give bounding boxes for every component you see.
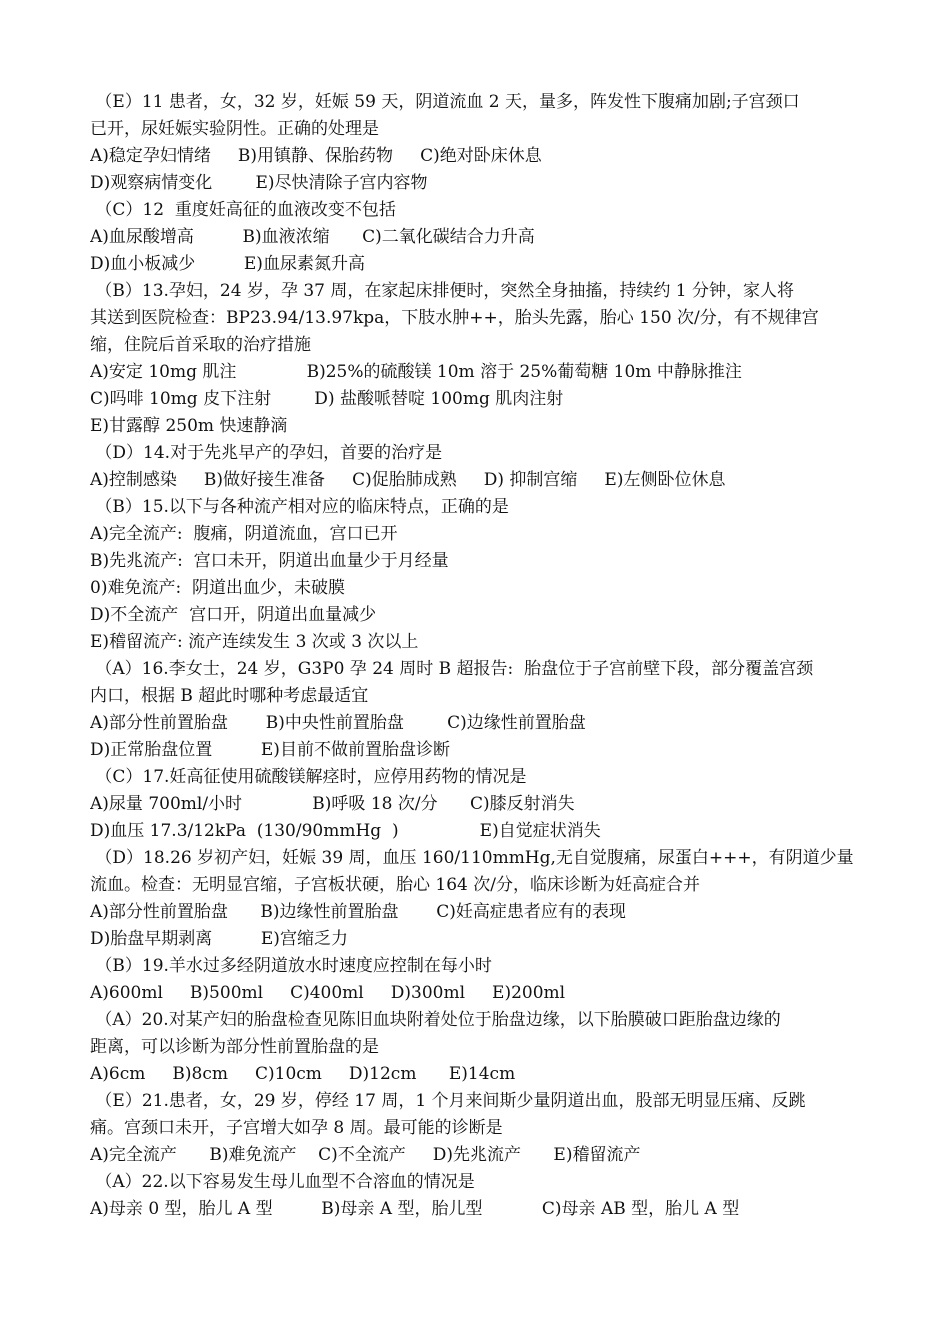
document-page xyxy=(90,89,870,1223)
text-line: A)母亲 0 型，胎儿 A 型 B)母亲 A 型，胎儿型 C)母亲 AB 型，胎儿 A 型 xyxy=(90,1199,740,1219)
text-line: D)血小板减少 E)血尿素氮升高 xyxy=(90,254,365,274)
text-line: D)血压 17.3/12kPa (130/90mmHg ) E)自觉症状消失 xyxy=(90,821,601,841)
text-line: （A）22.以下容易发生母儿血型不合溶血的情况是 xyxy=(90,1172,475,1192)
text-line: 内口，根据 B 超此时哪种考虑最适宜 xyxy=(90,686,369,706)
text-line: A)6cm B)8cm C)10cm D)12cm E)14cm xyxy=(90,1064,516,1084)
text-line: A)稳定孕妇情绪 B)用镇静、保胎药物 C)绝对卧床休息 xyxy=(90,146,542,166)
text-line: （D）14.对于先兆早产的孕妇，首要的治疗是 xyxy=(90,443,443,463)
text-line: 流血。检查：无明显宫缩，子宫板状硬，胎心 164 次/分，临床诊断为妊高症合并 xyxy=(90,875,700,895)
text-line: A)600ml B)500ml C)400ml D)300ml E)200ml xyxy=(90,983,566,1003)
text-line: （C）17.妊高征使用硫酸镁解痉时，应停用药物的情况是 xyxy=(90,767,527,787)
text-line: （C）12 重度妊高征的血液改变不包括 xyxy=(90,200,396,220)
text-line: 缩，住院后首采取的治疗措施 xyxy=(90,335,311,355)
text-line: A)控制感染 B)做好接生准备 C)促胎肺成熟 D) 抑制宫缩 E)左侧卧位休息 xyxy=(90,470,726,490)
text-line: E)稽留流产: 流产连续发生 3 次或 3 次以上 xyxy=(90,632,419,652)
text-line: 已开，尿妊娠实验阴性。正确的处理是 xyxy=(90,119,379,139)
text-line: （B）15.以下与各种流产相对应的临床特点，正确的是 xyxy=(90,497,509,517)
text-line: A)安定 10mg 肌注 B)25%的硫酸镁 10m 溶于 25%葡萄糖 10m 中静脉推注 xyxy=(90,362,742,382)
text-line: D)观察病情变化 E)尽快清除子宫内容物 xyxy=(90,173,428,193)
text-line: （E）11 患者，女，32 岁，妊娠 59 天，阴道流血 2 天，量多，阵发性下腹痛加剧;子宫颈口 xyxy=(90,92,800,112)
text-line: 0)难免流产: 阴道出血少，未破膜 xyxy=(90,578,345,598)
text-line: （A）20.对某产妇的胎盘检查见陈旧血块附着处位于胎盘边缘，以下胎膜破口距胎盘边缘的 xyxy=(90,1010,781,1030)
text-line: D)不全流产 宫口开，阴道出血量减少 xyxy=(90,605,377,625)
text-line: A)尿量 700ml/小时 B)呼吸 18 次/分 C)膝反射消失 xyxy=(90,794,575,814)
text-line: A)完全流产 B)难免流产 C)不全流产 D)先兆流产 E)稽留流产 xyxy=(90,1145,641,1165)
text-line: D)正常胎盘位置 E)目前不做前置胎盘诊断 xyxy=(90,740,450,760)
text-line: D)胎盘早期剥离 E)宫缩乏力 xyxy=(90,929,348,949)
text-line: A)完全流产: 腹痛，阴道流血，宫口已开 xyxy=(90,524,398,544)
text-line: A)血尿酸增高 B)血液浓缩 C)二氧化碳结合力升高 xyxy=(90,227,535,247)
text-line: 距离，可以诊断为部分性前置胎盘的是 xyxy=(90,1037,379,1057)
text-line: A)部分性前置胎盘 B)边缘性前置胎盘 C)妊高症患者应有的表现 xyxy=(90,902,626,922)
text-line: A)部分性前置胎盘 B)中央性前置胎盘 C)边缘性前置胎盘 xyxy=(90,713,586,733)
text-line: B)先兆流产: 宫口未开，阴道出血量少于月经量 xyxy=(90,551,449,571)
text-line: （E）21.患者，女，29 岁，停经 17 周，1 个月来间斯少量阴道出血，股部无明显压痛、反跳 xyxy=(90,1091,806,1111)
text-line: （B）19.羊水过多经阴道放水时速度应控制在每小时 xyxy=(90,956,492,976)
text-line: C)吗啡 10mg 皮下注射 D) 盐酸哌替啶 100mg 肌肉注射 xyxy=(90,389,564,409)
text-line: 痛。宫颈口未开，子宫增大如孕 8 周。最可能的诊断是 xyxy=(90,1118,503,1138)
text-line: E)甘露醇 250m 快速静滴 xyxy=(90,416,288,436)
text-line: （B）13.孕妇，24 岁，孕 37 周，在家起床排便时，突然全身抽搐，持续约 1 分钟，家人将 xyxy=(90,281,795,301)
text-line: （D）18.26 岁初产妇，妊娠 39 周，血压 160/110mmHg,无自觉腹痛，尿蛋白+++，有阴道少量 xyxy=(90,848,854,868)
text-line: 其送到医院检查：BP23.94/13.97kpa，下肢水肿++，胎头先露，胎心 150 次/分，有不规律宫 xyxy=(90,308,819,328)
text-line: （A）16.李女士，24 岁，G3P0 孕 24 周时 B 超报告: 胎盘位于子宫前壁下段，部分覆盖宫颈 xyxy=(90,659,814,679)
